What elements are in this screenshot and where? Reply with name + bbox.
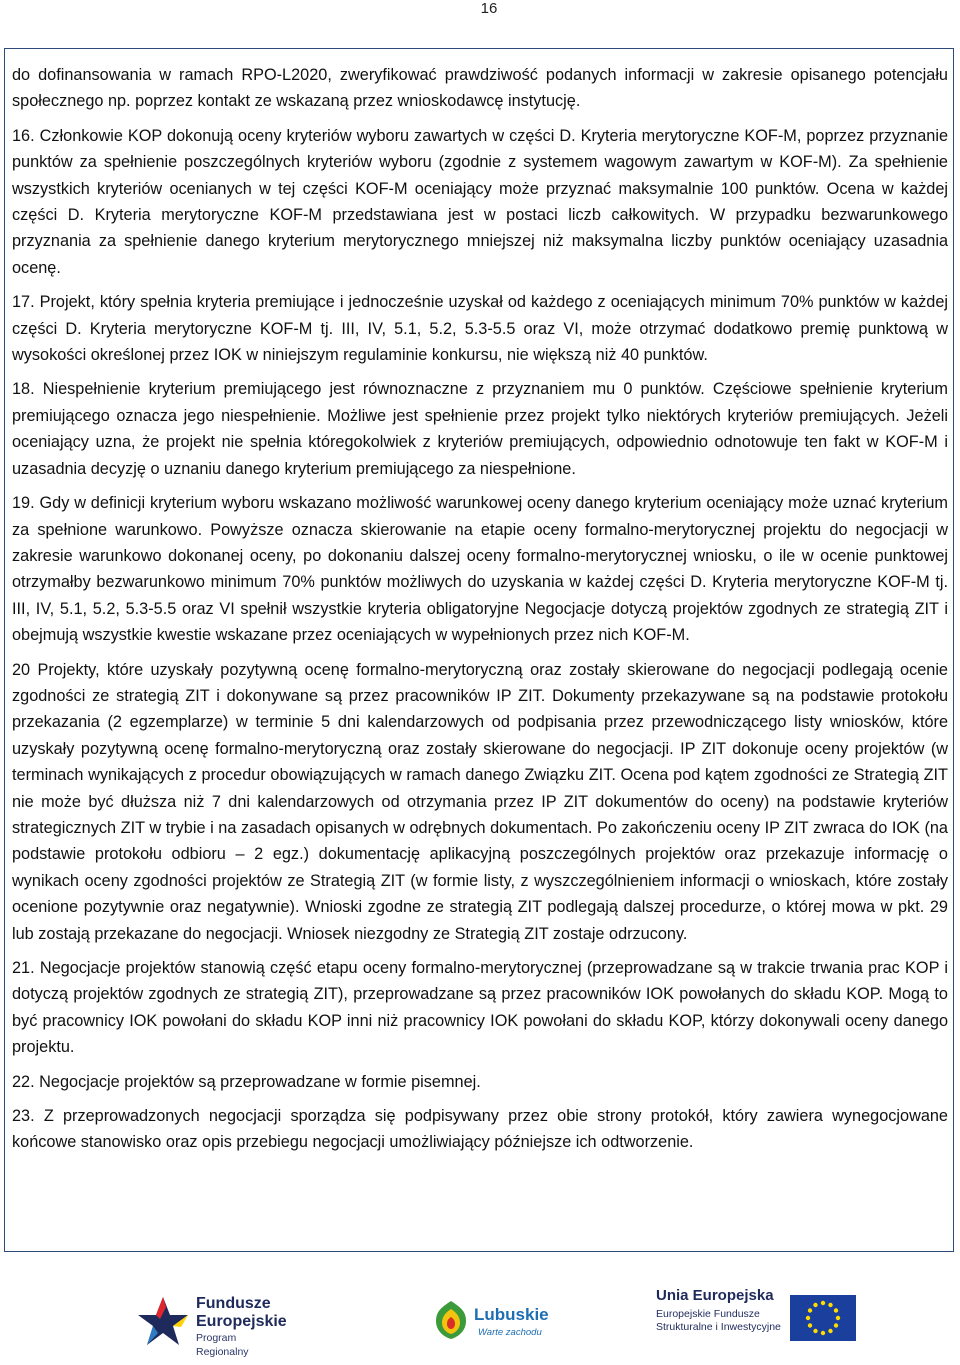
paragraph-18: 18. Niespełnienie kryterium premiującego jest równoznaczne z przyznaniem mu 0 punktów. Częściowe spełnienie kryterium premiującego oznacza jego niespełnienie. Możliwe jest spełnienie przez projekt tylko niektórych kryteriów premiujących. Jeżeli oceniający uzna, że projekt nie spełnia któregokolwiek z kryteriów premiujących, odpowiednio odnotowuje ten fakt w KOF-M i uzasadnia decyzję o uznaniu danego kryterium premiującego za niespełnione.: [12, 380, 948, 478]
lubuskie-emblem-icon: [430, 1297, 472, 1343]
paragraph-intro: do dofinansowania w ramach RPO-L2020, zweryfikować prawdziwość podanych informacji w zakresie opisanego potencjału społecznego np. poprzez kontakt ze wskazaną przez wnioskodawcę instytucję.: [12, 66, 948, 111]
lubuskie-tagline: Warte zachodu: [478, 1327, 542, 1338]
paragraph-20: 20 Projekty, które uzyskały pozytywną ocenę formalno-merytoryczną oraz zostały skierowane do negocjacji podlegają ocenie zgodności ze strategią ZIT i dokonywane są przez pracowników IP ZIT. Dokumenty przekazywane są na podstawie protokołu przekazania (2 egzemplarze) w terminie 5 dni kalendarzowych od podpisania przez przewodniczącego listy wniosków, które uzyskały pozytywną ocenę formalno-merytoryczną oraz zostały skierowane do negocjacji. IP ZIT dokonuje oceny projektów (w terminach wynikających z procedur obowiązujących w ramach danego Związku ZIT. Ocena pod kątem zgodności ze Strategią ZIT nie może być dłuższa niż 7 dni kalendarzowych od otrzymania przez IP ZIT dokumentów do oceny) na podstawie kryteriów strategicznych ZIT w trybie i na zasadach opisanych w odrębnych dokumentach. Po zakończeniu oceny IP ZIT zwraca do IOK (na podstawie protokołu odbioru – 2 egz.) dokumentację aplikacyjną poszczególnych projektów oraz przekazuje informację o wynikach oceny zgodności projektów ze Strategią ZIT (w formie listy, z wyszczególnieniem informacji o wnioskach, które zostały ocenione pozytywnie oraz negatywnie). Wnioski zgodne ze strategią ZIT podlegają dalszej procedurze, o której mowa w pkt. 29 lub zostają przekazane do negocjacji. Wniosek niezgodny ze Strategią ZIT zostaje odrzucony.: [12, 660, 948, 943]
fe-logo-line2: Europejskie: [196, 1313, 287, 1330]
paragraph-19: 19. Gdy w definicji kryterium wyboru wskazano możliwość warunkowej oceny danego kryterium oceniający może uznać kryterium za spełnione warunkowo. Powyższe oznacza skierowanie na etapie oceny formalno-merytorycznej projektu do negocjacji w zakresie warunkowo dokonanej oceny, po dokonaniu dalszej oceny formalno-merytorycznej wniosku, o ile w ocenie punktowej otrzymałby bezwarunkowo minimum 70% punktów możliwych do uzyskania w każdej części D. Kryteria merytoryczne KOF-M tj. III, IV, 5.1, 5.2, 5.3-5.5 oraz VI spełnił wszystkie kryteria obligatoryjne Negocjacje dotyczą projektów zgodnych ze strategią ZIT i obejmują wszystkie kwestie wskazane przez oceniających w wypełnionych przez nich KOF-M.: [12, 494, 948, 645]
eu-logo-line2: Europejskie Fundusze: [656, 1308, 760, 1320]
fe-logo-line1: Fundusze: [196, 1295, 271, 1312]
unia-europejska-logo: [656, 1287, 870, 1357]
fundusze-europejskie-logo: [136, 1293, 287, 1358]
lubuskie-logo: [430, 1297, 560, 1349]
eu-logo-line3: Strukturalne i Inwestycyjne: [656, 1321, 781, 1333]
eu-flag-icon: [790, 1295, 856, 1341]
fundusze-star-icon: [136, 1293, 190, 1349]
page-number: 16: [480, 0, 498, 17]
footer-logos: [0, 1275, 960, 1365]
document-body: [12, 62, 948, 1164]
lubuskie-name: Lubuskie: [474, 1305, 549, 1324]
fe-logo-line3: Program Regionalny: [196, 1332, 249, 1358]
eu-logo-line1: Unia Europejska: [656, 1287, 774, 1304]
paragraph-22: 22. Negocjacje projektów są przeprowadzane w formie pisemnej.: [12, 1072, 481, 1091]
paragraph-21: 21. Negocjacje projektów stanowią część etapu oceny formalno-merytorycznej (przeprowadzane są w trakcie trwania prac KOP i dotyczą projektów zgodnych ze strategią ZIT), przeprowadzane są przez pracowników IOK powołanych do składu KOP. Mogą to być pracownicy IOK powołani do składu KOP inni niż pracownicy IOK powołani do składu KOP, którzy dokonywali oceny danego projektu.: [12, 959, 948, 1057]
paragraph-16: 16. Członkowie KOP dokonują oceny kryteriów wyboru zawartych w części D. Kryteria merytoryczne KOF-M, poprzez przyznanie punktów za spełnienie poszczególnych kryteriów wyboru (zgodnie z systemem wagowym zawartym w KOF-M). Za spełnienie wszystkich kryteriów ocenianych w tej części KOF-M oceniający może przyznać maksymalnie 100 punktów. Ocena w każdej części D. Kryteria merytoryczne KOF-M przedstawiana jest w postaci liczb całkowitych. W przypadku bezwarunkowego przyznania za spełnienie danego kryterium merytorycznego mniejszej niż maksymalna liczby punktów oceniający uzasadnia ocenę.: [12, 126, 948, 277]
paragraph-17: 17. Projekt, który spełnia kryteria premiujące i jednocześnie uzyskał od każdego z oceniających minimum 70% punktów w każdej części D. Kryteria merytoryczne KOF-M tj. III, IV, 5.1, 5.2, 5.3-5.5 oraz VI, może otrzymać dodatkowo premię punktową w wysokości określonej przez IOK w niniejszym regulaminie konkursu, nie większą niż 40 punktów.: [12, 293, 948, 365]
paragraph-23: 23. Z przeprowadzonych negocjacji sporządza się podpisywany przez obie strony protokół, który zawiera wynegocjowane końcowe stanowisko oraz opis przebiegu negocjacji umożliwiający późniejsze ich odtworzenie.: [12, 1107, 948, 1152]
